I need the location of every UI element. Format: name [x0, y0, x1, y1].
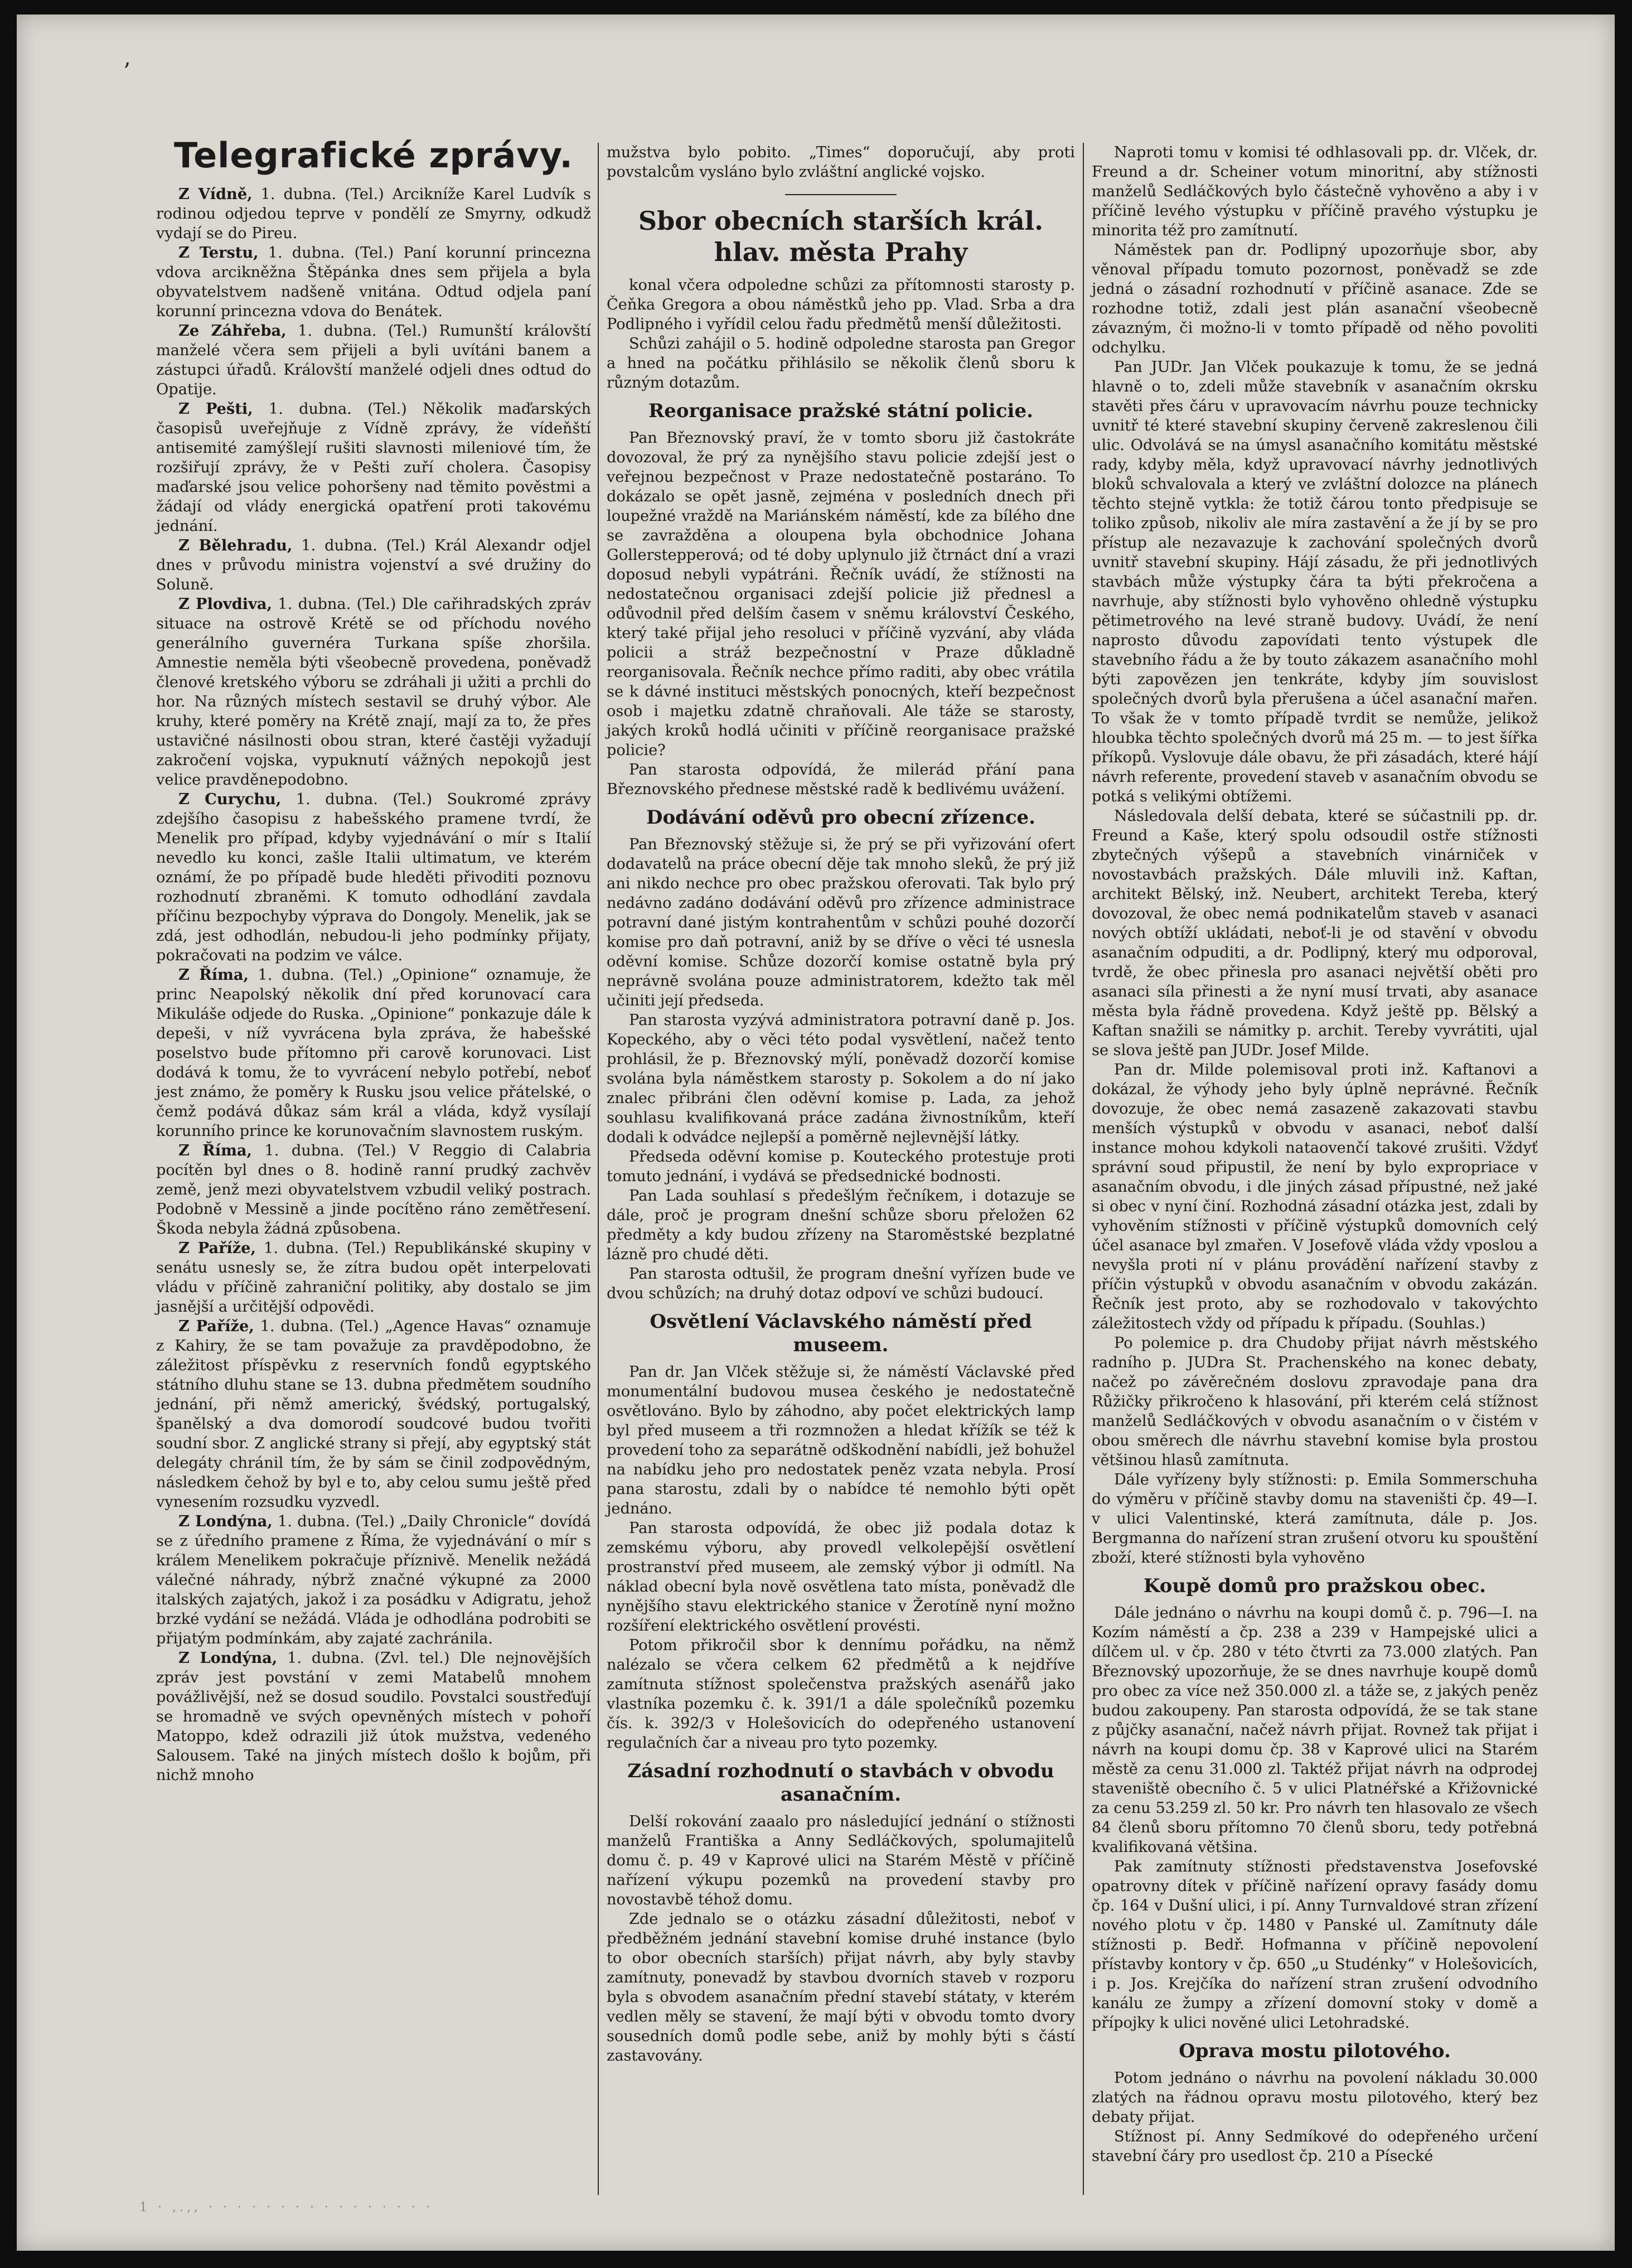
news-dispatch: [156, 185, 591, 243]
short-divider: [785, 194, 897, 195]
section-subheading: Dodávání oděvů pro obecní zřízence.: [646, 806, 1036, 829]
dispatch-text: 1. dubna. (Tel.) „Daily Chronicle“ dovídá se z úředního pramene z Říma, že vyjednávání o mír s králem Menelikem pokračuje příznivě. Menelik nežádá válečné náhrady, nýbrž značné výkupné za 2000 italských zajatých, jakož i za posádku v Adigratu, jehož brzké vydání se nežádá. Vláda je odhodlána podrobiti se přijatým podmínkám, aby zajaté zachránila.: [156, 1513, 591, 1647]
article-paragraph: Naproti tomu v komisi té odhlasovali pp. dr. Vlček, dr. Freund a dr. Scheiner votum minoritní, aby stížnosti manželů Sedláčkových bylo částečně vyhověno a aby i v příčině levého výstupku v příčině pravého výstupku je minorita též pro zamítnutí.: [1092, 144, 1538, 239]
column-3-part-b: [1092, 1603, 1538, 2033]
dispatch-text: 1. dubna. (Tel.) Republikánské skupiny v senátu usnesly se, že zítra budou opět interpelovati vládu v příčině zahraniční politiky, aby dostalo se jim jasnější a určitější odpovědi.: [156, 1240, 592, 1316]
print-speck: ʼ: [123, 59, 130, 85]
article-paragraph: Náměstek pan dr. Podlipný upozorňuje sbor, aby věnoval případu tomuto pozornost, poněvadž se zde jedná o zásadní rozhodnutí v příčině asanace. Zde se rozhodne totiž, zdali jest plán asanační všeobecně závazným, či možno-li v tomto případě od něho povoliti odchylku.: [1092, 241, 1538, 356]
section-paragraph: Pan Březnovský praví, že v tomto sboru již častokráte dovozoval, že prý za nynějšího stavu policie zdejší jest o veřejnou bezpečnost v Praze nedostatečně postaráno. To dokázalo se opět jasně, zejména v posledních dnech při loupežné vraždě na Mariánském náměstí, kde za bílého dne se zavražděna a oloupena byla obchodnice Johana Gollerstepperová; od té doby uplynulo již čtrnáct dní a vrazi doposud nebyli vypátráni. Řečník uvádí, že stížnosti na nedostatečnou organisaci zdejší policie již přednesl a odůvodnil před delším časem v sněmu království Českého, který také přijal jeho resoluci v příčině vyzvání, aby vláda policii a stráž bezpečnostní v Praze důkladně reorganisovala. Řečník nechce přímo raditi, aby obec vrátila se k dávné instituci městských ponocných, kteří bezpečnost osob i majetku zdatně chraňovali. Ale táže se starosty, jakých kroků hodlá učiniti v příčině reorganisace pražské policie?: [607, 429, 1075, 759]
section-paragraph: Pan starosta vyzývá administratora potravní daně p. Jos. Kopeckého, aby o věci této podal vysvětlení, načež tento prohlásil, že p. Březnovský mýlí, poněvadž dozorčí komise svolána byla náměstkem starosty p. Sokolem a do ní jako znalec přibráni člen oděvní komise p. Lada, za jehož souhlasu kvalifikovaná práce zadána živnostníkům, kteří dodali k odvádce nejlepší a poměrně nejlevnější látky.: [607, 1012, 1075, 1146]
article-paragraph: Pan JUDr. Jan Vlček poukazuje k tomu, že se jedná hlavně o to, zdeli může stavebník v asanačním okrsku stavěti přes čáru v upravovacím návrhu pouze technicky uvnitř té které stavební skupiny červeně zakreslenou čili ulic. Odvolává se na úmysl asanačního komitátu městské rady, kdyby měla, když upravovací návrhy jednotlivých bloků schvalovala a který ve zvláštní dolozce na plánech těchto stejně vytkla: že totiž čárou tonto předpisuje se toliko způsob, nikoliv ale míra zastavění a že jí by se pro přístup ale nezavazuje k zachování společných dvorů uvnitř stavební skupiny. Hájí zásadu, že při jednotlivých stavbách může výstupky čára ta býti překročena a navrhuje, aby stížnosti bylo vyhověno ohledně výstupku pětimetrového na levé straně budovy. Uvádí, že není naprosto důvodu zapovídati tento výstupek dle stavebního řádu a že by touto zákazem asanačního mohl býti zapovězen jen tenkráte, kdyby jím souvislost společných dvorů byla přerušena a účel asanační mařen. To však že v tomto případě tvrdit se nemůže, jelikož hloubka těchto společných dvorů má 25 m. — to jest šířka příkopů. Vyslovuje dále obavu, že při zásadách, které hájí návrh referente, provedení staveb v asanačním obvodu se potká s velikými obtížemi.: [1092, 359, 1538, 805]
article-paragraph: Po polemice p. dra Chudoby přijat návrh městského radního p. JUDra St. Prachenského na konec debaty, načež po závěrečném doslovu zpravodaje pana dra Růžičky přikročeno k hlasování, při kterém celá stížnost manželů Sedláčkových v obvodu asanačním o v čistém v obou směrech dle návrhu stavební komise byla prostou většinou hlasů zamítnuta.: [1092, 1334, 1538, 1469]
dispatch-text: 1. dubna. (Tel.) Paní korunní princezna vdova arcikněžna Štěpánka dnes sem přijela a byla obyvatelstvem nadšeně vnitána. Odtud odjela paní korunní princezna vdova do Benátek.: [156, 244, 592, 320]
news-dispatch: [156, 790, 591, 965]
intro-paragraph: konal včera odpoledne schůzi za přítomnosti starosty p. Čeňka Gregora a obou náměstků jeho pp. Vlad. Srba a dra Podlipného i vyřídil celou řadu předmětů menší důležitosti.: [607, 277, 1075, 333]
column-1-body: [156, 185, 591, 1785]
news-dispatch: [156, 1141, 591, 1239]
article-paragraph: Pak zamítnuty stížnosti představenstva Josefovské opatrovny dítek v příčině nařízení opravy fasády domu čp. 164 v Dušní ulici, i pí. Anny Turnvaldové stran zřízení nového plotu v čp. 1480 v Panské ul. Zamítnuty dále stížnosti p. Bedř. Hofmanna v příčině nepovolení přístavby kontory v čp. 650 „u Studénky“ v Holešovicích, i p. Jos. Krejčíka do nařízení stran zrušení odvodního kanálu ze žumpy a zřízení domovní stoky v domě a přípojky k ulici nověné ulici Letohradské.: [1092, 1858, 1538, 2032]
dispatch-dateline: Z Pešti,: [178, 400, 253, 418]
dispatch-text: 1. dubna. (Tel.) V Reggio di Calabria pocítěn byl dnes o 8. hodině ranní prudký zachvěv země, jenž mezi obyvatelstvem vzbudil veliký postrach. Podobně v Messině a jinde pocítěno ráno zemětřesení. Škoda nebyla žádná způsobena.: [156, 1142, 591, 1237]
newspaper-page: [17, 14, 1615, 2251]
section-paragraph: Pan Březnovský stěžuje si, že prý se při vyřizování ofert dodavatelů na práce obecní děje tak mnoho sleků, že prý již ani nikdo nechce pro obec pražskou oferovati. Tak bylo prý nedávno zadáno dodávání oděvů pro zřízence administrace potravní dané jistým kontrahentům v schůzi pouhé dozorčí komise pro daň potravní, aniž by se dříve o věci té usnesla oděvní komise. Schůze dozorčí komise ostatně byla prý neprávně svolána pouze administratorem, kdežto tak měl učiniti její předseda.: [607, 836, 1075, 1009]
article-paragraph: Následovala delší debata, které se súčastnili pp. dr. Freund a Kaše, který spolu odsoudil ostře stížnosti zbytečných výšepů a stavebních vinárniček v novostavbách pražských. Dále mluvili inž. Kaftan, architekt Bělský, inž. Neubert, architekt Tereba, který dovozoval, že obec nemá podnikatelům staveb v asanaci nových obtíží ukládati, neboť-li je od stavění v obvodu asanačním odpuditi, a dr. Podlipný, který mu odporoval, tvrdě, že obec přinesla pro asanaci největší oběti pro asanaci síla přinesti a že nyní musí trvati, aby asanace města byla řádně provedena. Když ještě pp. Bělský a Kaftan snažili se námitky p. archit. Tereby vyvrátiti, ujal se slova ještě pan JUDr. Josef Milde.: [1092, 807, 1538, 1059]
column-3-part-c: [1092, 2068, 1538, 2166]
dispatch-dateline: Z Říma,: [178, 966, 249, 984]
continued-text: mužstva bylo pobito. „Times“ doporučují, aby proti povstalcům vysláno bylo zvláštní anglické vojsko.: [607, 144, 1075, 181]
news-dispatch: [156, 594, 591, 790]
column-3-part-a: [1092, 143, 1538, 1568]
article-paragraph: Dále jednáno o návrhu na koupi domů č. p. 796—I. na Kozím náměstí a čp. 238 a 239 v Hampejské ulici a dílčem ul. v čp. 280 v této čtvrti za 73.000 zlatých. Pan Březnovský upozorňuje, že se dnes navrhuje koupě domů pro obec za více než 350.000 zl. a táže se, z jakých peněz budou zakoupeny. Pan starosta odpovídá, že se tak stane z půjčky asanační, načež návrh přijat. Rovnež tak přijat i návrh na koupi domu čp. 38 v Kaprové ulici na Starém městě za cenu 31.000 zl. Taktéž přijat návrh na odprodej staveniště obecního č. 5 v ulici Platnéřské a Křižovnické za cenu 53.259 zl. 50 kr. Pro návrh ten hlasovalo ze všech 84 členů sboru přítomno 70 členů sboru, tedy potřebná kvalifikovaná většina.: [1092, 1604, 1538, 1856]
news-dispatch: [156, 243, 591, 321]
dispatch-dateline: Z Paříže,: [178, 1317, 254, 1335]
subheading-house-purchase: Koupě domů pro pražskou obec.: [1143, 1575, 1486, 1597]
dispatch-dateline: Z Vídně,: [178, 185, 253, 203]
dispatch-text: 1. dubna. (Tel.) Král Alexandr odjel dnes v průvodu ministra vojenství a své družiny do Soluně.: [156, 537, 592, 593]
article-paragraph: Stížnost pí. Anny Sedmíkové do odepřeného určení stavební čáry pro usedlost čp. 210 a Písecké: [1092, 2128, 1538, 2165]
article-paragraph: Potom jednáno o návrhu na povolení nákladu 30.000 zlatých na řádnou opravu mostu pilotového, který bez debaty přijat.: [1092, 2069, 1538, 2126]
intro-paragraph-2: Schůzi zahájil o 5. hodině odpoledne starosta pan Gregor a hned na počátku přihlásilo se několik členů sboru k různým dotazům.: [607, 335, 1075, 391]
dispatch-dateline: Z Paříže,: [178, 1239, 256, 1257]
dispatch-text: 1. dubna. (Tel.) Dle cařihradských zpráv situace na ostrově Krétě se od příchodu nového generálního guvernéra Turkana spíše zhoršila. Amnestie neměla býti všeobecně provedena, poněvadž členové kretského výboru se zdráhali ji užiti a prchli do hor. Na různých místech sestavil se druhý výbor. Ale kruhy, které poměry na Krétě znají, mají za to, že přes ustavičné násilnosti obou stran, které častěji vyžadují zakročení vojska, vypuknutí vážných nepokojů jest velice pravděnepodobno.: [156, 596, 592, 789]
section-subheading: Reorganisace pražské státní policie.: [648, 400, 1033, 422]
dispatch-dateline: Z Curychu,: [178, 790, 282, 808]
section-paragraph: Pan starosta odpovídá, že milerád přání pana Březnovského přednese městské radě k bedlivému uvážení.: [607, 761, 1075, 798]
dispatch-dateline: Z Bělehradu,: [178, 536, 293, 554]
dispatch-dateline: Z Plovdiva,: [178, 595, 272, 613]
news-dispatch: [156, 399, 591, 536]
subheading-bridge-repair: Oprava mostu pilotového.: [1179, 2040, 1451, 2062]
dispatch-text: 1. dubna. (Zvl. tel.) Dle nejnovějších zpráv jest povstání v zemi Matabelů mnohem povážlivější, než se dosud soudilo. Povstalci soustřeďují se hromadně ve svých opevněných místech v pohoří Matoppo, kdež odrazili již útok mužstva, vedeného Salousem. Také na jiných místech došlo k bojům, při nichž mnoho: [156, 1650, 591, 1784]
column-1: [156, 134, 591, 1785]
dispatch-dateline: Ze Záhřeba,: [178, 322, 287, 340]
main-headline-city-council: Sbor obecních starších král. hlav. města Prahy: [638, 206, 1044, 267]
dispatch-text: 1. dubna. (Tel.) „Agence Havas“ oznamuje z Kahiry, že se tam považuje za pravděpodobno, že záležitost příspěvku z reservních fondů egyptského státního dluhu stane se 13. dubna předmětem soudního jednání, při němž americký, švédský, portugalský, španělský a dva domorodí soudcové budou tvořiti soudní sbor. Z anglické strany si přejí, aby egyptský stát delegáty chránil tím, že by sám se činil zodpovědným, následkem čehož by byl e to, aby celou sumu ještě před vynesením rozsudku vyzvedl.: [156, 1318, 591, 1511]
section-title-telegraphic-news: Telegrafické zprávy.: [174, 135, 573, 176]
article-paragraph: Pan dr. Milde polemisoval proti inž. Kaftanovi a dokázal, že výhody jeho byly úplně neprávné. Řečník dovozuje, že obec nemá zasazeně zakazovati stavbu menších výstupků v obvodu v asanaci, neboť další instance mohou kdykoli nataovenčí takové zrušiti. Vždyť správní soud připustil, že není by bylo expropriace v asanačním obvodu, i dle jiných zásad přípustné, než jaké si obec v nyní činí. Rozhodná zásadní otázka jest, zdali by vyhověním stížnosti v příčině výstupků domovních celý účel asanace byl zmařen. V Josefově vláda vždy vposlou a nevyšla proti ní v plánu provádění nařízení stavby z příčin výstupků v obvodu asanačním v obvodu zakázán. Řečník jest proto, aby se rozhodovalo v takovýchto záležitostech vždy od případu k případu. (Souhlas.): [1092, 1061, 1538, 1332]
dispatch-text: 1. dubna. (Tel.) Několik maďarských časopisů uveřejňuje z Vídně zprávy, že vídeňští antisemité zamýšlejí rušiti slavnosti mileniové tím, že rozšiřují zprávy, že v Pešti zuří cholera. Časopisy maďarské jsou velice pohoršeny nad těmito pověstmi a žádají od vlády energická opatření proti takovému jednání.: [156, 400, 592, 535]
dispatch-dateline: Z Londýna,: [178, 1512, 273, 1530]
article-paragraph: Dále vyřízeny byly stížnosti: p. Emila Sommerschuha do výměru v příčině stavby domu na staveništi čp. 49—I. v ulici Valentinské, která zamítnuta, dále p. Jos. Bergmanna do nařízení stran zrušení otvoru ku spouštění zboží, které stížnosti byla vyhověno: [1092, 1471, 1538, 1566]
news-dispatch: [156, 1512, 591, 1648]
dispatch-text: 1. dubna. (Tel.) Soukromé zprávy zdejšího časopisu z habešského pramene tvrdí, že Menelik pro případ, kdyby vyjednávání o mír s Italií nevedlo ku konci, zašle Italii ultimatum, ve kterém oznámí, že po případě bude hleděti přivoditi poznovu rozhodnutí zbraněmi. K tomuto odhodlání zavdala příčinu bezpochyby výprava do Dongoly. Menelik, jak se zdá, jest odhodlán, nebudou-li jeho podmínky přijaty, pokračovati na podzim ve válce.: [156, 791, 591, 964]
section-paragraph: Pan Lada souhlasí s předešlým řečníkem, i dotazuje se dále, proč je program dnešní schůze sboru přeložen 62 předměty a kdy budou zřízeny na Staroměstské bezplatné lázně pro chudé děti.: [607, 1187, 1075, 1263]
dispatch-dateline: Z Terstu,: [178, 244, 259, 262]
news-dispatch: [156, 536, 591, 594]
dispatch-text: 1. dubna. (Tel.) „Opinione“ oznamuje, že princ Neapolský několik dní před korunovací cara Mikuláše odjede do Ruska. „Opinione“ ponkazuje dále k depeši, v níž vyvrácena byla zpráva, že habešské poselstvo bude přítomno při carově korunovaci. List dodává k tomu, že to vyvrácení nebylo potřebí, neboť jest známo, že poměry k Rusku jsou velice přátelské, o čemž podává důkaz sám král a vláda, když vysílají korunního prince ke korunovačním slavnostem ruským.: [156, 966, 591, 1140]
section-subheading: Zásadní rozhodnutí o stavbách v obvodu asanačním.: [627, 1760, 1054, 1806]
footer-print-noise: 1 · ,.,, · · · · · · · · · · · · · · · ·: [139, 2201, 433, 2214]
news-dispatch: [156, 321, 591, 399]
section-subheading: Osvětlení Václavského náměstí před museem.: [650, 1310, 1032, 1356]
dispatch-text: 1. dubna. (Tel.) Arcikníže Karel Ludvík s rodinou odjedou teprve v pondělí ze Smyrny, odkudž vydají se do Pireu.: [156, 186, 591, 242]
column-2: [607, 143, 1075, 2066]
news-dispatch: [156, 1239, 591, 1317]
section-paragraph: Pan starosta odpovídá, že obec již podala dotaz k zemskému výboru, aby provedl velkolepější osvětlení prostranství před museem, ale zemský výbor ji odmítl. Na náklad obecní byla nově osvětlena tato místa, poněvadž dle nynějšího stavu elektrického stanice v Žerotíně nyní možno rozšíření elektrického osvětlení provésti.: [607, 1520, 1075, 1634]
dispatch-text: 1. dubna. (Tel.) Rumunští královští manželé včera sem přijeli a byli uvítáni banem a zástupci úřadů. Královští manželé odjeli dnes odtud do Opatije.: [156, 322, 591, 398]
column-divider-1: [598, 143, 599, 2195]
news-dispatch: [156, 965, 591, 1141]
section-paragraph: Zde jednalo se o otázku zásadní důležitosti, neboť v předběžném jednání stavební komise druhé instance (bylo to obor obecních starších) přijat návrh, aby byly stavby zamítnuty, ponevadž by stavbou dvorních staveb v rozporu byla s obvodem asanačním přední stavebí státaty, v kterém vedlen měly se stavení, že mají býti v obvodu tomto dvory sousedních domů podle sebe, aniž by mohly býti s částí zastavovány.: [607, 1911, 1075, 2064]
dispatch-dateline: Z Londýna,: [178, 1649, 278, 1667]
section-paragraph: Potom přikročil sbor k dennímu pořádku, na němž nalézalo se včera celkem 62 předmětů a k nejdříve zamítnuta stížnost společenstva pražských asenářů jako vlastníka pozemku č. k. 391/1 a dále společníků pozemku čís. k. 392/3 v Holešovicích do odepřeného ustanovení regulačních čar a niveau pro tyto pozemky.: [607, 1637, 1075, 1752]
news-dispatch: [156, 1648, 591, 1785]
news-dispatch: [156, 1317, 591, 1512]
column-3: [1092, 143, 1538, 2166]
section-paragraph: Pan dr. Jan Vlček stěžuje si, že náměstí Václavské před monumentální budovou musea českého je nedostatečně osvětlováno. Bylo by záhodno, aby počet elektrických lamp byl před museem a tři rozmnožen a hledat křížík se též k provedení toho za separátně odškodnění nabídli, jež bohužel na nabídku jeho pro nedostatek peněz vzata nebyla. Prosí pana starostu, zdali by o nabídce té nemohlo býti opět jednáno.: [607, 1363, 1075, 1517]
column-divider-2: [1083, 143, 1084, 2195]
section-paragraph: Předseda oděvní komise p. Kouteckého protestuje proti tomuto jednání, i vydává se předsednické bodnosti.: [607, 1148, 1075, 1185]
dispatch-dateline: Z Říma,: [178, 1142, 252, 1159]
column-2-body: [607, 399, 1075, 2066]
section-paragraph: Pan starosta odtušil, že program dnešní vyřízen bude ve dvou schůzích; na druhý dotaz odpoví ve schůzi budoucí.: [607, 1265, 1075, 1302]
section-paragraph: Delší rokování zaaalo pro následující jednání o stížnosti manželů Františka a Anny Sedláčkových, spolumajitelů domu č. p. 49 v Kaprové ulici na Starém Městě v příčině nařízení výkupu pozemků na provedení stavby pro novostavbě téhož domu.: [607, 1813, 1075, 1908]
